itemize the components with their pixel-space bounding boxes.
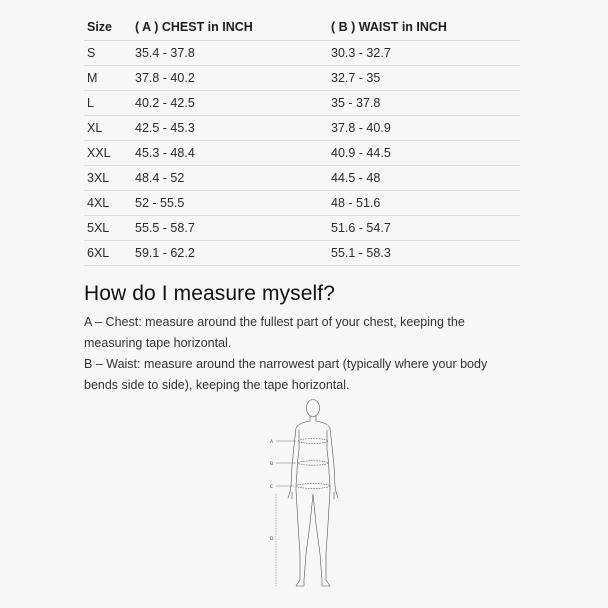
size-cell: S (84, 41, 135, 66)
table-row (84, 191, 520, 216)
table-row (84, 66, 520, 91)
size-guide (84, 0, 520, 392)
chest-cell: 37.8 - 40.2 (135, 66, 331, 91)
waist-cell: 55.1 - 58.3 (331, 241, 520, 266)
arms-outline (290, 421, 336, 492)
size-cell: 6XL (84, 241, 135, 266)
chest-cell: 42.5 - 45.3 (135, 116, 331, 141)
figure-label-d: D (270, 537, 274, 542)
size-cell: 4XL (84, 191, 135, 216)
table-row (84, 141, 520, 166)
chest-cell: 52 - 55.5 (135, 191, 331, 216)
chest-cell: 59.1 - 62.2 (135, 241, 331, 266)
figure-label-a: A (270, 440, 274, 445)
waist-measure-line (298, 461, 328, 465)
size-chart-table (84, 13, 520, 266)
table-row (84, 41, 520, 66)
waist-cell: 35 - 37.8 (331, 91, 520, 116)
head-outline (307, 400, 320, 417)
legs-outline (296, 490, 330, 586)
table-row (84, 91, 520, 116)
table-row (84, 241, 520, 266)
waist-cell: 44.5 - 48 (331, 166, 520, 191)
measurement-figure (266, 394, 346, 594)
size-cell: XXL (84, 141, 135, 166)
size-cell: 3XL (84, 166, 135, 191)
torso-outline (296, 430, 330, 490)
waist-cell: 51.6 - 54.7 (331, 216, 520, 241)
waist-instruction: B – Waist: measure around the narrowest part (typically where your body bends side to side), keeping the tape horizontal. (84, 357, 488, 392)
waist-cell: 30.3 - 32.7 (331, 41, 520, 66)
figure-label-c: C (270, 485, 274, 490)
column-header-chest: ( A ) CHEST in INCH (135, 13, 331, 41)
table-header-row (84, 13, 520, 41)
chest-measure-line (298, 439, 328, 444)
chest-cell: 35.4 - 37.8 (135, 41, 331, 66)
waist-cell: 37.8 - 40.9 (331, 116, 520, 141)
column-header-waist: ( B ) WAIST in INCH (331, 13, 520, 41)
body-outline-illustration (266, 394, 346, 594)
hip-measure-line (296, 484, 330, 489)
chest-instruction: A – Chest: measure around the fullest part of your chest, keeping the measuring tape horizontal. (84, 315, 465, 350)
size-cell: L (84, 91, 135, 116)
size-cell: XL (84, 116, 135, 141)
chest-cell: 40.2 - 42.5 (135, 91, 331, 116)
chest-cell: 45.3 - 48.4 (135, 141, 331, 166)
waist-cell: 40.9 - 44.5 (331, 141, 520, 166)
table-row (84, 216, 520, 241)
chest-cell: 48.4 - 52 (135, 166, 331, 191)
measure-guide-title: How do I measure myself? (84, 282, 335, 305)
waist-cell: 48 - 51.6 (331, 191, 520, 216)
table-row (84, 116, 520, 141)
chest-cell: 55.5 - 58.7 (135, 216, 331, 241)
figure-label-b: B (270, 462, 274, 467)
table-row (84, 166, 520, 191)
measure-instructions (84, 312, 514, 396)
waist-cell: 32.7 - 35 (331, 66, 520, 91)
size-cell: M (84, 66, 135, 91)
column-header-size: Size (84, 13, 135, 41)
size-cell: 5XL (84, 216, 135, 241)
